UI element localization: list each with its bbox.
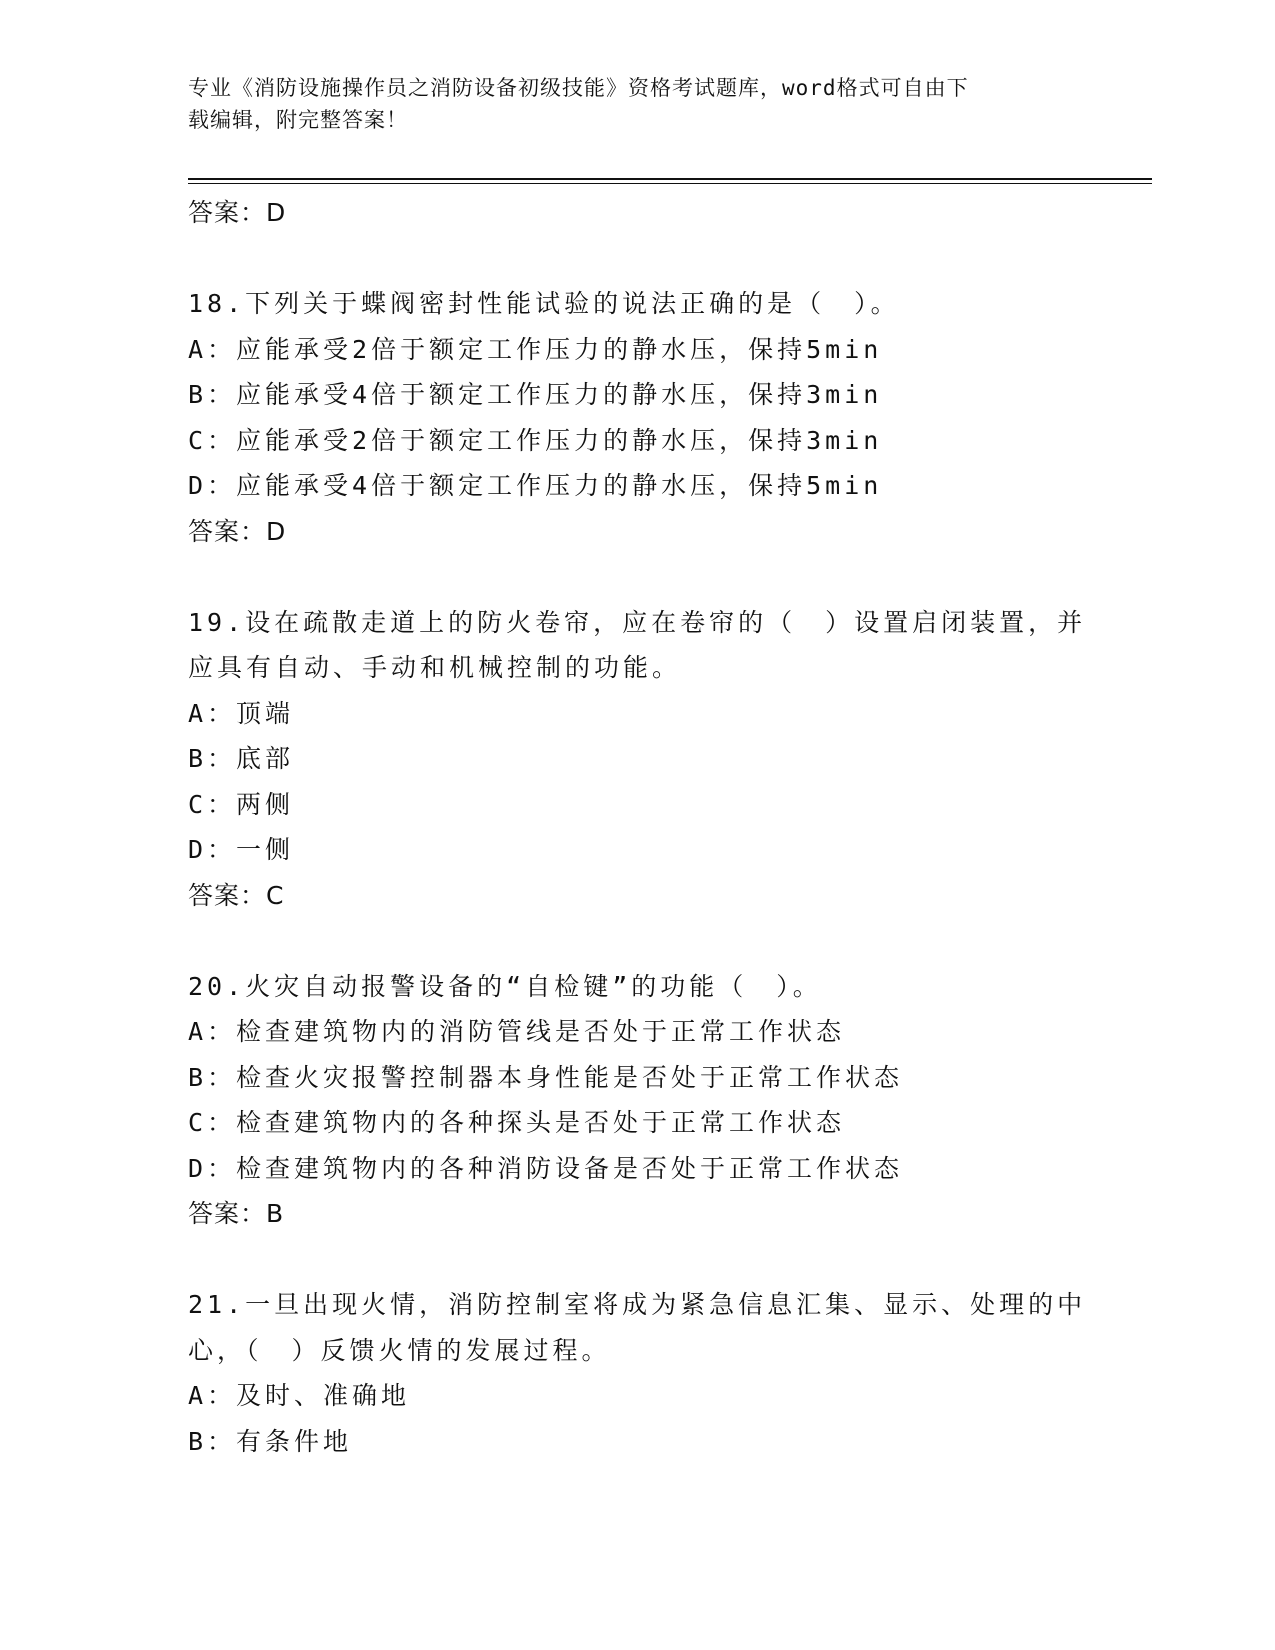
question-stem-continued: 心，（ ）反馈火情的发展过程。 [188, 1335, 611, 1365]
answer-line: 答案：B [188, 1199, 285, 1228]
question-21 [188, 1282, 1088, 1464]
option-b: B：检查火灾报警控制器本身性能是否处于正常工作状态 [188, 1062, 904, 1092]
question-19 [188, 600, 1088, 919]
question-20 [188, 964, 1088, 1238]
option-c: C：检查建筑物内的各种探头是否处于正常工作状态 [188, 1108, 846, 1137]
header-rule-thin [188, 183, 1152, 184]
option-b: B：有条件地 [188, 1426, 353, 1456]
question-stem: 20.火灾自动报警设备的“自检键”的功能（ ）。 [188, 971, 822, 1001]
option-a: A：检查建筑物内的消防管线是否处于正常工作状态 [188, 1017, 846, 1046]
option-a: A：顶端 [188, 698, 295, 728]
option-d: D：一侧 [188, 835, 295, 864]
header-line-2: 载编辑，附完整答案！ [188, 108, 408, 132]
answer-line: 答案：D [188, 516, 287, 546]
option-b: B：应能承受4倍于额定工作压力的静水压，保持3min [188, 380, 883, 409]
question-stem-continued: 应具有自动、手动和机械控制的功能。 [188, 653, 682, 682]
option-d: D：检查建筑物内的各种消防设备是否处于正常工作状态 [188, 1153, 904, 1183]
option-d: D：应能承受4倍于额定工作压力的静水压，保持5min [188, 471, 883, 500]
answer-line: 答案：C [188, 880, 285, 910]
question-stem: 19.设在疏散走道上的防火卷帘，应在卷帘的（ ）设置启闭装置，并 [188, 607, 1087, 637]
option-c: C：两侧 [188, 789, 295, 819]
document-header [188, 72, 1068, 136]
header-rule-thick [188, 178, 1152, 180]
answer-line: 答案：D [188, 198, 287, 227]
question-stem: 18.下列关于蝶阀密封性能试验的说法正确的是（ ）。 [188, 289, 900, 318]
option-a: A：应能承受2倍于额定工作压力的静水压，保持5min [188, 334, 883, 364]
question-18 [188, 281, 1088, 555]
option-c: C：应能承受2倍于额定工作压力的静水压，保持3min [188, 425, 883, 455]
question-list [188, 190, 1088, 1464]
header-line-1: 专业《消防设施操作员之消防设备初级技能》资格考试题库，word格式可自由下 [188, 76, 969, 100]
question-stem: 21.一旦出现火情，消防控制室将成为紧急信息汇集、显示、处理的中 [188, 1290, 1087, 1319]
option-a: A：及时、准确地 [188, 1381, 411, 1410]
option-b: B：底部 [188, 744, 295, 773]
